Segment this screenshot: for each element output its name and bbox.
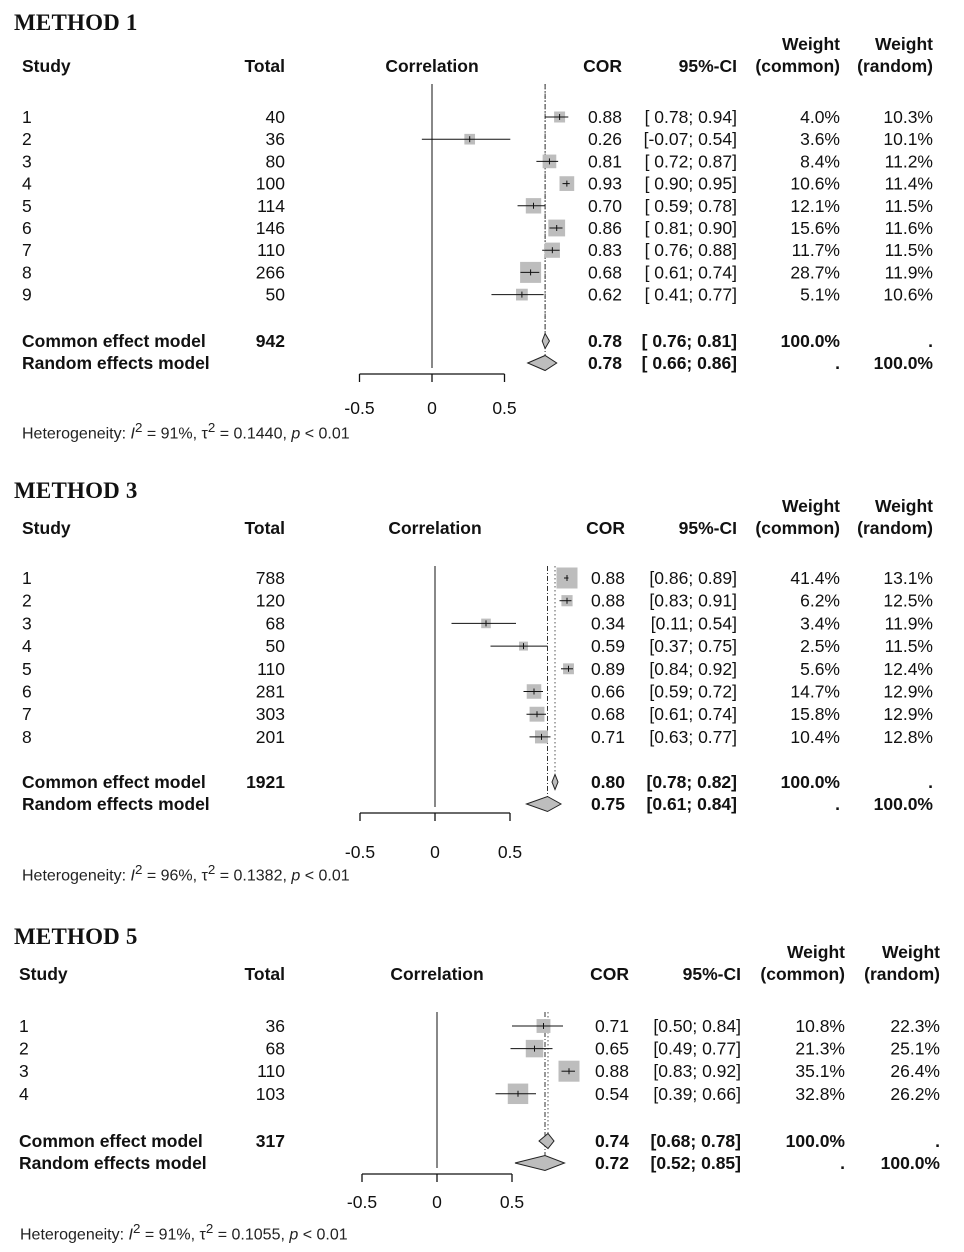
study-cor: 0.86 [587,218,622,238]
random-model-label: Random effects model [19,1153,207,1173]
common-model-weight-random: . [928,772,933,792]
study-cor: 0.54 [594,1083,629,1104]
study-weight-common: 12.1% [790,195,840,216]
study-cor: 0.88 [587,107,622,127]
study-label: 3 [22,151,32,172]
study-total: 788 [255,568,285,588]
study-ci: [0.86; 0.89] [649,568,737,588]
study-ci: [ 0.76; 0.88] [644,240,737,261]
header-ci: 95%-CI [678,518,737,538]
study-total: 303 [255,704,285,725]
study-label: 8 [22,262,32,283]
study-total: 266 [255,262,285,283]
het-prefix: Heterogeneity: [22,425,131,443]
forest-plot-method-1 [0,36,964,428]
study-total: 50 [265,284,285,305]
random-model-weight-common: . [840,1153,845,1173]
study-weight-random: 13.1% [883,568,933,588]
study-weight-common: 4.0% [800,107,840,127]
random-model-label: Random effects model [22,794,210,814]
common-model-weight-common: 100.0% [780,331,840,351]
common-effect-diamond [542,334,549,349]
x-axis-tick-label: 0 [427,398,437,418]
random-model-weight-random: 100.0% [873,353,933,373]
study-weight-random: 12.9% [883,681,933,702]
het-p: 0.01 [316,1226,348,1244]
heterogeneity-method-5: Heterogeneity: $I^2 = 91\%$, $\tau^2 = 0.1055$, p < 0.01 [20,1221,348,1244]
study-weight-common: 10.8% [795,1016,845,1036]
study-total: 110 [257,1061,285,1082]
study-ci: [ 0.81; 0.90] [644,218,737,238]
study-ci: [0.83; 0.91] [649,590,737,611]
x-axis-tick-label: -0.5 [346,1192,378,1212]
random-model-ci: [0.52; 0.85] [650,1153,741,1173]
study-ci: [0.49; 0.77] [653,1038,741,1059]
header-weight-common: (common) [755,56,840,76]
header-weight-random: (random) [857,56,933,76]
header-ci: 95%-CI [678,56,737,76]
study-cor: 0.93 [587,173,622,194]
study-weight-common: 5.6% [800,658,840,679]
study-label: 2 [22,129,32,150]
header-study: Study [19,964,68,984]
study-weight-common: 28.7% [790,262,840,283]
random-model-cor: 0.75 [590,794,625,814]
study-ci: [ 0.72; 0.87] [644,151,737,172]
study-cor: 0.66 [590,681,625,702]
x-axis-tick-label: 0.5 [499,1192,525,1212]
study-ci: [0.59; 0.72] [649,681,737,702]
study-ci: [ 0.61; 0.74] [644,262,737,283]
heterogeneity-method-1: Heterogeneity: $I^2 = 91\%$, $\tau^2 = 0.1440$, p < 0.01 [22,420,350,443]
study-label: 5 [22,658,32,679]
het-prefix: Heterogeneity: [22,867,131,885]
study-label: 8 [22,726,32,747]
header-total: Total [244,518,285,538]
study-total: 146 [255,218,285,238]
study-cor: 0.59 [590,636,625,657]
study-label: 6 [22,681,32,702]
header-weight-random-top: Weight [874,34,933,54]
random-model-label: Random effects model [22,353,210,373]
het-p: 0.01 [318,867,350,885]
random-effect-diamond [528,356,557,371]
study-weight-random: 11.5% [884,195,933,216]
study-cor: 0.68 [587,262,622,283]
study-weight-random: 12.9% [883,704,933,725]
study-label: 4 [19,1083,29,1104]
study-cor: 0.34 [590,613,625,634]
study-weight-common: 32.8% [795,1083,845,1104]
het-tau2: 0.1382 [233,867,283,885]
study-weight-common: 11.7% [791,240,840,261]
random-model-weight-common: . [835,794,840,814]
common-model-label: Common effect model [19,1131,203,1151]
study-cor: 0.68 [590,704,625,725]
study-cor: 0.88 [590,590,625,611]
study-weight-common: 3.4% [800,613,840,634]
study-label: 1 [22,107,32,127]
study-ci: [0.83; 0.92] [653,1061,741,1082]
method-3-title: METHOD 3 [14,478,138,503]
header-study: Study [22,56,71,76]
study-weight-common: 5.1% [800,284,840,305]
common-model-ci: [ 0.76; 0.81] [641,331,737,351]
study-cor: 0.62 [587,284,622,305]
study-weight-random: 12.5% [883,590,933,611]
study-label: 7 [22,240,32,261]
study-label: 2 [22,590,32,611]
study-cor: 0.26 [587,129,622,150]
study-label: 7 [22,704,32,725]
header-weight-common-top: Weight [781,496,840,516]
study-ci: [0.37; 0.75] [649,636,737,657]
study-weight-random: 12.4% [883,658,933,679]
random-model-weight-common: . [835,353,840,373]
common-model-weight-common: 100.0% [785,1131,845,1151]
random-model-ci: [ 0.66; 0.86] [641,353,737,373]
study-label: 2 [19,1038,29,1059]
het-p: 0.01 [318,425,350,443]
study-ci: [-0.07; 0.54] [643,129,737,150]
study-label: 6 [22,218,32,238]
study-cor: 0.81 [587,151,622,172]
study-label: 4 [22,173,32,194]
method-5-title: METHOD 5 [14,924,138,949]
study-weight-common: 15.8% [790,704,840,725]
study-cor: 0.71 [590,726,625,747]
x-axis-tick-label: 0.5 [497,842,523,862]
x-axis-tick-label: -0.5 [344,842,376,862]
study-weight-random: 10.3% [883,107,933,127]
study-cor: 0.88 [594,1061,629,1082]
study-total: 201 [255,726,285,747]
study-weight-random: 11.4% [884,173,933,194]
study-ci: [0.63; 0.77] [649,726,737,747]
forest-svg-method-1 [0,36,964,428]
heterogeneity-method-3: Heterogeneity: $I^2 = 96\%$, $\tau^2 = 0.1382$, p < 0.01 [22,862,350,885]
common-model-cor: 0.74 [594,1131,629,1151]
study-total: 36 [265,129,285,150]
header-weight-random: (random) [857,518,933,538]
study-label: 5 [22,195,32,216]
forest-plot-method-3 [0,498,964,870]
het-i2: 91% [158,1226,191,1244]
study-total: 100 [255,173,285,194]
study-weight-random: 11.5% [884,240,933,261]
study-cor: 0.65 [594,1038,629,1059]
method-1-title: METHOD 1 [14,10,138,35]
header-study: Study [22,518,71,538]
study-cor: 0.89 [590,658,625,679]
study-ci: [0.11; 0.54] [650,613,737,634]
study-weight-random: 12.8% [883,726,933,747]
study-label: 9 [22,284,32,305]
forest-svg-method-5 [0,944,964,1224]
random-model-cor: 0.72 [594,1153,629,1173]
header-cor: COR [583,56,622,76]
header-weight-random-top: Weight [881,942,940,962]
study-ci: [ 0.90; 0.95] [644,173,737,194]
study-label: 3 [22,613,32,634]
study-label: 4 [22,636,32,657]
header-weight-common: (common) [755,518,840,538]
study-weight-common: 21.3% [795,1038,845,1059]
study-ci: [0.39; 0.66] [653,1083,741,1104]
header-cor: COR [586,518,625,538]
common-model-weight-random: . [928,331,933,351]
header-correlation: Correlation [385,56,479,76]
study-weight-random: 11.2% [884,151,933,172]
common-model-total: 1921 [246,772,285,792]
random-effect-diamond [527,797,562,812]
study-label: 1 [22,568,32,588]
study-total: 40 [265,107,285,127]
study-weight-common: 15.6% [790,218,840,238]
header-cor: COR [590,964,629,984]
study-total: 281 [255,681,285,702]
x-axis-tick-label: 0 [430,842,440,862]
study-ci: [ 0.78; 0.94] [644,107,737,127]
study-weight-common: 8.4% [800,151,840,172]
study-ci: [0.61; 0.74] [649,704,737,725]
study-ci: [ 0.59; 0.78] [644,195,737,216]
study-total: 110 [257,658,285,679]
random-model-weight-random: 100.0% [880,1153,940,1173]
study-weight-common: 14.7% [790,681,840,702]
x-axis-tick-label: 0.5 [492,398,517,418]
study-total: 120 [255,590,285,611]
het-i2: 91% [160,425,193,443]
common-model-weight-random: . [935,1131,940,1151]
study-weight-random: 11.6% [884,218,933,238]
study-total: 36 [265,1016,285,1036]
study-label: 3 [19,1061,29,1082]
het-i2: 96% [160,867,193,885]
header-correlation: Correlation [390,964,484,984]
common-model-ci: [0.68; 0.78] [650,1131,741,1151]
random-model-ci: [0.61; 0.84] [646,794,737,814]
random-model-weight-random: 100.0% [873,794,933,814]
study-weight-random: 26.4% [890,1061,940,1082]
common-effect-diamond [539,1134,554,1149]
study-cor: 0.70 [587,195,622,216]
forest-plot-method-5 [0,944,964,1224]
study-total: 68 [265,1038,285,1059]
study-weight-random: 10.6% [883,284,933,305]
forest-svg-method-3 [0,498,964,870]
header-total: Total [244,964,285,984]
header-weight-common-top: Weight [781,34,840,54]
study-weight-random: 11.9% [884,613,933,634]
study-weight-common: 3.6% [800,129,840,150]
study-total: 68 [265,613,285,634]
study-weight-common: 10.6% [790,173,840,194]
study-cor: 0.88 [590,568,625,588]
common-model-cor: 0.78 [587,331,622,351]
het-tau2: 0.1055 [231,1226,281,1244]
common-model-weight-common: 100.0% [780,772,840,792]
study-weight-random: 26.2% [890,1083,940,1104]
header-correlation: Correlation [388,518,482,538]
study-total: 80 [265,151,285,172]
common-model-total: 942 [255,331,285,351]
study-weight-common: 2.5% [800,636,840,657]
header-weight-common: (common) [760,964,845,984]
header-total: Total [244,56,285,76]
header-ci: 95%-CI [682,964,741,984]
study-weight-common: 35.1% [795,1061,845,1082]
common-model-label: Common effect model [22,331,206,351]
common-effect-diamond [552,775,558,790]
header-weight-random: (random) [864,964,940,984]
common-model-total: 317 [255,1131,285,1151]
header-weight-common-top: Weight [786,942,845,962]
study-total: 114 [257,195,285,216]
study-weight-random: 10.1% [883,129,933,150]
x-axis-tick-label: -0.5 [344,398,375,418]
random-effect-diamond [515,1156,565,1171]
study-cor: 0.83 [587,240,622,261]
study-weight-random: 11.5% [884,636,933,657]
study-ci: [0.50; 0.84] [653,1016,741,1036]
study-ci: [ 0.41; 0.77] [644,284,737,305]
study-weight-random: 25.1% [890,1038,940,1059]
study-ci: [0.84; 0.92] [649,658,737,679]
common-model-cor: 0.80 [590,772,625,792]
study-total: 110 [257,240,285,261]
study-weight-common: 6.2% [800,590,840,611]
study-weight-random: 22.3% [890,1016,940,1036]
study-weight-random: 11.9% [884,262,933,283]
study-total: 50 [265,636,285,657]
x-axis-tick-label: 0 [432,1192,442,1212]
study-total: 103 [255,1083,285,1104]
common-model-ci: [0.78; 0.82] [646,772,737,792]
study-weight-common: 41.4% [790,568,840,588]
het-prefix: Heterogeneity: [20,1226,129,1244]
het-tau2: 0.1440 [233,425,283,443]
study-cor: 0.71 [594,1016,629,1036]
common-model-label: Common effect model [22,772,206,792]
header-weight-random-top: Weight [874,496,933,516]
study-label: 1 [19,1016,29,1036]
random-model-cor: 0.78 [587,353,622,373]
study-weight-common: 10.4% [790,726,840,747]
